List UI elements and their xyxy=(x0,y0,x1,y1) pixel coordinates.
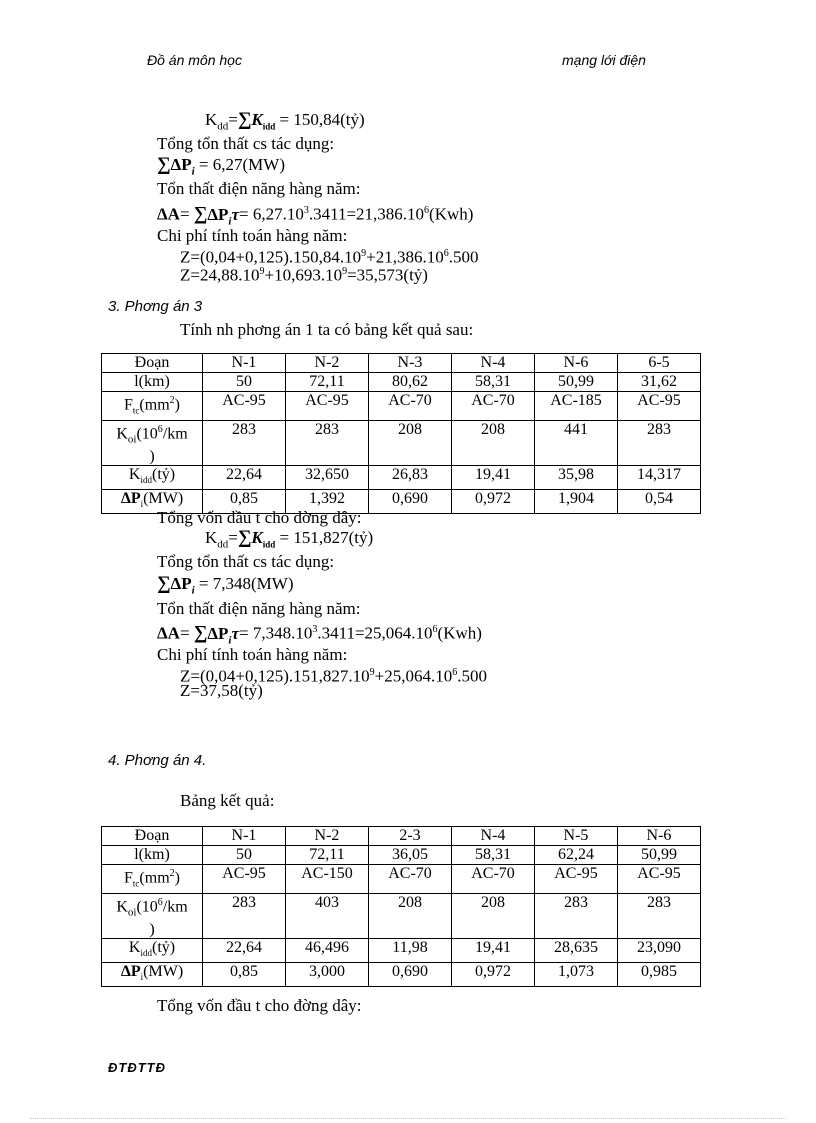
section4-intro: Bảng kết quả: xyxy=(180,791,275,810)
table-cell: AC-70 xyxy=(369,392,452,421)
table-cell: 62,24 xyxy=(535,846,618,865)
row-label-dp: $\Delta P_i(MW)$ xyxy=(102,963,203,987)
table-cell: 0,85 xyxy=(203,963,286,987)
table-cell: 35,98 xyxy=(535,466,618,490)
table-cell: 22,64 xyxy=(203,466,286,490)
table-cell: AC-95 xyxy=(618,865,701,894)
section3-loss-formula: $\sum\Delta P_i = 7,348(MW)$ xyxy=(157,573,294,597)
table-cell: 283 xyxy=(535,893,618,939)
table-cell: 72,11 xyxy=(286,846,369,865)
table-cell: N-2 xyxy=(286,827,369,846)
table-cell: 19,41 xyxy=(452,939,535,963)
table-cell: 2-3 xyxy=(369,827,452,846)
table-cell: 58,31 xyxy=(452,373,535,392)
cost-z1: $Z=(0,04+0,125).150,84.10^9+21,386.10^6.500$ xyxy=(180,247,479,267)
loss-formula: $\sum\Delta P_i = 6,27(MW)$ xyxy=(157,154,285,178)
table-cell: 0,690 xyxy=(369,963,452,987)
table-cell: AC-95 xyxy=(286,392,369,421)
table-cell: 0,972 xyxy=(452,490,535,514)
table-cell: Đoạn xyxy=(102,354,203,373)
table-cell: N-6 xyxy=(618,827,701,846)
footer-logo-text: ĐTĐTTĐ xyxy=(108,1060,166,1075)
section3-cost-z1: $Z=(0,04+0,125).151,827.10^9+25,064.10^6.500$ xyxy=(180,666,487,686)
table-header-row xyxy=(102,827,701,846)
table-header-row xyxy=(102,354,701,373)
table-row xyxy=(102,466,701,490)
table-cell: AC-70 xyxy=(452,865,535,894)
table-cell: 31,62 xyxy=(618,373,701,392)
section3-cost-title: Chi phí tính toán hàng năm: xyxy=(157,645,348,664)
table-cell: 50 xyxy=(203,373,286,392)
row-label-koi: $K_{oi}(10^6/km$ ) xyxy=(102,420,203,466)
table-cell: N-5 xyxy=(535,827,618,846)
table-cell: 208 xyxy=(369,893,452,939)
section3-table xyxy=(101,353,701,514)
table-cell: 283 xyxy=(203,420,286,466)
table-cell: 58,31 xyxy=(452,846,535,865)
section3-energy-title: Tổn thất điện năng hàng năm: xyxy=(157,599,361,618)
table-cell: AC-70 xyxy=(452,392,535,421)
section4-invest-title: Tổng vốn đầu t cho đờng dây: xyxy=(157,996,362,1015)
table-cell: 1,392 xyxy=(286,490,369,514)
header-right: mạng lới điện xyxy=(562,52,646,68)
table-row xyxy=(102,373,701,392)
table-row xyxy=(102,865,701,894)
table-cell: 50,99 xyxy=(618,846,701,865)
table-cell: 46,496 xyxy=(286,939,369,963)
section3-cost-z2: Z=37,58(tỷ) xyxy=(180,681,263,700)
table-cell: 28,635 xyxy=(535,939,618,963)
table-cell: Đoạn xyxy=(102,827,203,846)
row-label-koi: $K_{oi}(10^6/km$ ) xyxy=(102,893,203,939)
table-cell: 32,650 xyxy=(286,466,369,490)
table-cell: 1,073 xyxy=(535,963,618,987)
table-cell: 403 xyxy=(286,893,369,939)
page-bottom-divider xyxy=(30,1118,786,1119)
section3-invest-title: Tổng vốn đầu t cho đờng dây: xyxy=(157,508,362,527)
section3-energy-formula: $\Delta A= \sum\Delta P_i\tau= 7,348.10^3.3411=25,064.10^6(Kwh)$ xyxy=(157,622,482,647)
table-cell: 0,690 xyxy=(369,490,452,514)
table-row xyxy=(102,420,701,466)
table-cell: 208 xyxy=(369,420,452,466)
table-row xyxy=(102,963,701,987)
table-cell: N-2 xyxy=(286,354,369,373)
table-cell: 23,090 xyxy=(618,939,701,963)
table-cell: 0,972 xyxy=(452,963,535,987)
header-left: Đồ án môn học xyxy=(147,52,242,68)
cost-title: Chi phí tính toán hàng năm: xyxy=(157,226,348,245)
table-cell: 6-5 xyxy=(618,354,701,373)
table-cell: 80,62 xyxy=(369,373,452,392)
section3-title: 3. Phơng án 3 xyxy=(108,298,203,315)
table-cell: AC-150 xyxy=(286,865,369,894)
table-cell: N-3 xyxy=(369,354,452,373)
table-cell: 283 xyxy=(618,893,701,939)
table-row xyxy=(102,392,701,421)
row-label-length: l(km) xyxy=(102,846,203,865)
table-cell: 19,41 xyxy=(452,466,535,490)
table-cell: N-1 xyxy=(203,354,286,373)
table-cell: 1,904 xyxy=(535,490,618,514)
table-row xyxy=(102,939,701,963)
table-cell: AC-95 xyxy=(535,865,618,894)
row-label-ftc: $F_{tc}(mm^2)$ xyxy=(102,392,203,421)
table-row xyxy=(102,893,701,939)
row-label-length: l(km) xyxy=(102,373,203,392)
table-cell: 283 xyxy=(618,420,701,466)
row-label-kidd: $K_{idd}(tỷ)$ xyxy=(102,939,203,963)
table-cell: N-4 xyxy=(452,354,535,373)
table-cell: 50 xyxy=(203,846,286,865)
loss-title: Tổng tổn thất cs tác dụng: xyxy=(157,134,335,153)
table-cell: 50,99 xyxy=(535,373,618,392)
cost-z2: $Z=24,88.10^9+10,693.10^9=35,573(tỷ)$ xyxy=(180,265,428,285)
table-cell: 11,98 xyxy=(369,939,452,963)
section4-table xyxy=(101,826,701,987)
row-label-kidd: $K_{idd}(tỷ)$ xyxy=(102,466,203,490)
table-cell: N-4 xyxy=(452,827,535,846)
table-cell: 0,85 xyxy=(203,490,286,514)
energy-formula: $\Delta A= \sum\Delta P_i\tau= 6,27.10^3.3411=21,386.10^6(Kwh)$ xyxy=(157,203,474,228)
table-cell: AC-95 xyxy=(618,392,701,421)
section4-title: 4. Phơng án 4. xyxy=(108,752,207,769)
table-cell: AC-70 xyxy=(369,865,452,894)
table-cell: 22,64 xyxy=(203,939,286,963)
table-cell: 0,54 xyxy=(618,490,701,514)
table-cell: AC-185 xyxy=(535,392,618,421)
table-cell: N-1 xyxy=(203,827,286,846)
kdd-formula: $K_{dd}=\sum K_{idd}$ = 150,84(tỷ) xyxy=(205,109,365,133)
table-cell: 208 xyxy=(452,893,535,939)
table-row xyxy=(102,846,701,865)
table-cell: 283 xyxy=(203,893,286,939)
table-cell: 3,000 xyxy=(286,963,369,987)
energy-title: Tổn thất điện năng hàng năm: xyxy=(157,179,361,198)
row-label-dp: $\Delta P_i(MW)$ xyxy=(102,490,203,514)
table-cell: 283 xyxy=(286,420,369,466)
table-cell: 26,83 xyxy=(369,466,452,490)
table-cell: 14,317 xyxy=(618,466,701,490)
section3-intro: Tính nh phơng án 1 ta có bảng kết quả sau: xyxy=(180,320,474,339)
table-cell: N-6 xyxy=(535,354,618,373)
section3-kdd-formula: $K_{dd}=\sum K_{idd}$ = 151,827(tỷ) xyxy=(205,527,374,551)
table-cell: 0,985 xyxy=(618,963,701,987)
row-label-ftc: $F_{tc}(mm^2)$ xyxy=(102,865,203,894)
table-cell: 208 xyxy=(452,420,535,466)
section3-loss-title: Tổng tổn thất cs tác dụng: xyxy=(157,552,335,571)
table-cell: AC-95 xyxy=(203,392,286,421)
table-cell: 441 xyxy=(535,420,618,466)
table-cell: 36,05 xyxy=(369,846,452,865)
table-cell: AC-95 xyxy=(203,865,286,894)
table-cell: 72,11 xyxy=(286,373,369,392)
